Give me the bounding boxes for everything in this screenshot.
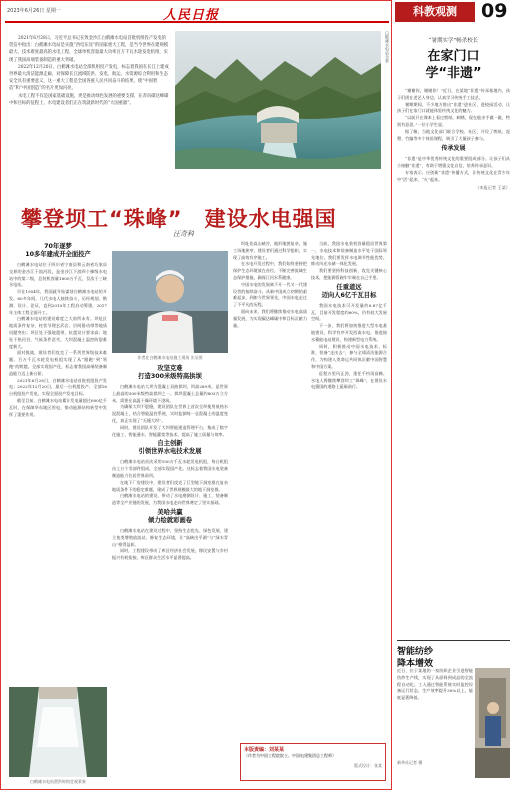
paragraph: 白鹤滩水电站在建设过程中，坚持生态优先、绿色发展，建立鱼类增殖放流站，修复生态环境，让“高峡出平湖”与“绿水青山”相得益彰。 (112, 527, 228, 547)
editor-info-box (240, 743, 386, 781)
paragraph: “以前只在课本上看过剪纸、刺绣，现在能亲手做一做，特别有意思。”一位小学生说。 (397, 115, 510, 127)
masthead (5, 3, 389, 23)
section-header (395, 2, 512, 24)
newspaper-logo: 人民日报 (163, 8, 220, 23)
subheading: 任重道远 迈向人6亿千瓦目标 (321, 283, 377, 299)
paragraph: 2021年6月28日，白鹤滩水电站首批机组投产发电；2022年12月20日，最后一台机组投产，全部16台机组投产发电，实现全面投产发电目标。 (9, 377, 107, 397)
article-column-4 (311, 241, 387, 741)
portrait-illustration (112, 251, 228, 353)
paragraph: 下一步，我们将加快推进大型水电基地建设，科学有序开发西南水电，推进抽水蓄能电站建设，构建新型电力系统。 (311, 323, 387, 342)
spillway-photo (9, 687, 107, 777)
side-bottom-headline: 智能纺纱 降本增效 (397, 640, 510, 670)
paragraph: 白鹤滩水电站的建设难度之大前所未有。坝址区地质条件复杂，柱状节理玄武岩、层间错动带等地质问题突出；坝区处于强地震带，抗震设计要求高；地处干热河谷，气候条件恶劣，大坝混凝土温控防裂难度极大。 (9, 316, 107, 349)
editor-line: 本版责编：刘某某 (244, 747, 285, 753)
intro-paragraph: 2022年12月20日，白鹤滩水电站全部机组投产发电，标志着我国在长江上建成世界最大清洁能源走廊，对保障长江流域防洪、发电、航运、水资源综合利用和生态安全具有重要意义，这一重大工程是全国各族人民共同奋斗的结果，使“中国智造”和“中国创造”的名片更加闪亮。 (9, 64, 169, 92)
paragraph: “谢谢你，谢谢你！”近日，在某地“非遗”传承基地内，孩子们围在老艺人身边，认真学习传统手工技艺。 (397, 88, 510, 100)
spillway-illustration (9, 687, 107, 777)
factory-worker-photo (475, 668, 510, 778)
article-column-3 (233, 241, 307, 741)
paragraph: 中国水电的发展离不开一代又一代建设者的接续奋斗。从新中国成立初期的艰难起步，到如今世界领先，中国水电走过了不平凡的历程。 (233, 281, 307, 308)
intro-paragraph: 2021年6月28日，习近平总书记在致金沙江白鹤滩水电站首批机组投产发电的贺信中指出：白鹤滩水电站是实施“西电东送”的国家重大工程，是当今世界在建规模最大、技术难度最高的水电工程，全球单机容量最大功率百万千瓦水轮发电机组，实现了我国高端装备制造的重大突破。 (9, 36, 169, 63)
paragraph: 我们要坚持科技创新，攻克关键核心技术，把能源饭碗牢牢端在自己手里。 (311, 268, 387, 280)
subheading: 传承发展 (441, 145, 466, 153)
article-column-2 (112, 363, 228, 783)
paragraph: 我国水电技术可开发量约6.87亿千瓦，目前开发程度约60%，仍有较大发展空间。 (311, 302, 387, 322)
subheading: 自主创新 引领世界水电技术发展 (138, 440, 202, 456)
subheading: 美哈共赢 倾力绘就彩画卷 (147, 508, 193, 524)
article-column-1 (9, 241, 107, 683)
headline: 攀登坝工“珠峰” 建设水电强国 (21, 207, 337, 231)
dam-panorama-photo (175, 31, 381, 169)
photo-credit: 张某摄 (190, 355, 203, 360)
paragraph: 截至目前，白鹤滩水电站累计发电量超过600亿千瓦时，在保障华东地区用电、推动能源结构转型中发挥了重要作用。 (9, 397, 107, 417)
paragraph: 为确保大坝不裂缝，建设团队在世界上首次全坝使用低热水泥混凝土，结合智能温控系统，实时监测每一仓混凝土的温度变化，真正实现了“无缝大坝”。 (112, 404, 228, 423)
subheading: 攻坚克难 打造300米级特高拱坝 (138, 365, 202, 380)
side-column (395, 0, 512, 790)
paragraph: 白鹤滩水电站位于四川省宁南县和云南省巧家县交界的金沙江干流河段，是金沙江下游四个梯级水电站中的第二级，总装机容量1600万千瓦，仅次于三峡水电站。 (9, 262, 107, 288)
paragraph: 面向未来，我们将继续推动水电高质量发展，为实现碳达峰碳中和目标贡献力量。 (233, 308, 307, 328)
intro-paragraph: 水电工程不仅是国家基础设施，更是推动绿色发展的重要支撑，在奔向碳达峰碳中和目标的征程上，水电建设者们正在筑就新时代的“大国重器”。 (9, 93, 169, 106)
paragraph: 同时，建设团队开发了大坝智能建造管理平台，集成了数字化施工、智能通水、智能灌浆等技术，提高了施工质量与效率。 (112, 424, 228, 437)
side-kicker: “暑期实学”畅杀校长 (428, 38, 479, 44)
paragraph: 当前，我国水电装机容量稳居世界第一，水电技术和装备制造水平处于国际领先地位。我们要发挥水电调节性能优势，推动风光水储一体化发展。 (311, 241, 387, 267)
bottom-photo-caption: 白鹤滩水电站泄洪时的壮观景象 (30, 779, 86, 784)
paragraph: “非遗”是中华优秀传统文化的重要组成部分。让孩子们从小接触“非遗”，有助于增强文化自信，培养传承意识。 (397, 156, 510, 168)
side-bottom-caption: 新华社记者 摄 (397, 760, 423, 765)
paragraph: 面对挑战，建设者们攻克了一系列世界级技术难题。百万千瓦水轮发电机组实现了从“跟跑”到“领跑”的跨越，全部实现国产化，标志着我国高端装备制造能力迈上新台阶。 (9, 350, 107, 376)
paragraph: 在水电开发过程中，我们始终坚持把保护生态环境放在首位，不断完善流域生态保护措施，确保江河水系健康。 (233, 261, 307, 280)
paragraph: 早在1954年，我国就开始谋划白鹤滩水电站的开发。60多年间，几代水电人接续奋斗，历经规划、勘测、设计、论证，直到2010年工程启动筹建，2017年主体工程全面开工。 (9, 289, 107, 315)
factory-illustration (475, 668, 510, 778)
side-bottom-text: 近日，位于某地的一家纺织企业引进智能纺纱生产线，实现了从原料到成品的全流程自动化。工人通过智能系统实时监控设备运行状态，生产效率提升30%以上，能耗显著降低。 (397, 668, 473, 701)
paragraph: 同时，工程建设带动了库区经济社会发展，移民安置与乡村振兴有机衔接，库区群众生活水平显著提高。 (112, 548, 228, 561)
side-author: （本报记者 王某） (475, 185, 510, 191)
paragraph: 暑期期间，不少地方推出“非遗”进社区、进校园活动，让孩子们在家门口就能体验传统文化的魅力。 (397, 101, 510, 114)
paragraph: 坝址处高山峡谷，地形地貌复杂，施工场地狭窄，建设者们通过科学组织，实现了高效有序施工。 (233, 241, 307, 260)
intro-text (9, 35, 169, 107)
paragraph: 白鹤滩水电站首次采用100万千瓦水轮发电机组，每台机组由上万个零部件组成，全部实现国产化。这标志着我国水电装备制造能力位居世界前列。 (112, 459, 228, 478)
paragraph: 据了解，当地文化部门联合学校、社区，开设了剪纸、泥塑、竹编等多个体验课程，吸引了大量孩子参与。 (397, 128, 510, 141)
page-number: 09 (481, 0, 508, 22)
issue-date: 2023年6月26日 星期一 (7, 8, 61, 14)
top-photo-caption: 白鹤滩水电站全景 (385, 31, 390, 63)
portrait-caption (112, 355, 228, 361)
paragraph: 白鹤滩水电站的建设，带动了水电勘测设计、施工、装备制造等全产业链的发展，为我国水电走向世界奠定了坚实基础。 (112, 493, 228, 506)
author-note: （作者为中国工程院院士、中国电建集团总工程师） (244, 753, 336, 758)
side-headline: 在家门口 学“非遗” (425, 49, 482, 81)
byline: 汪奇科 (173, 230, 194, 238)
dam-landscape-illustration (175, 31, 381, 169)
paragraph: 征程万里风正劲，重任千钧再奋蹄。水电人将继续攀登坝工“珠峰”，在建设水电强国的道路上砥砺前行。 (311, 370, 387, 390)
side-article (397, 36, 510, 192)
paragraph: 专家表示，应创新“非遗”传播方式，让传统文化在青少年中“活”起来、“火”起来。 (397, 169, 510, 182)
subheading: 70年逐梦 10多年建成开全面投产 (25, 243, 91, 258)
author-portrait-photo (112, 251, 228, 353)
section-title: 科教观测 (395, 2, 475, 22)
paragraph: 白鹤滩水电站大坝为混凝土双曲拱坝，坝高289米，是世界上最高的300米级特高拱坝之一。拱坝混凝土总量约803万立方米，需要在高温干燥环境下浇筑。 (112, 384, 228, 403)
caption-text: 作者在白鹤滩水电站施工现场 (137, 355, 190, 360)
design-credit: 版式设计：张某 (354, 763, 382, 768)
paragraph: 同时，积极推动中国水电技术、标准、装备“走出去”，参与全球清洁能源合作，为构建人类命运共同体贡献中国智慧和中国方案。 (311, 343, 387, 369)
paragraph: 在地下厂房建设中，建设者们攻克了巨型地下洞室群在复杂地质条件下的稳定难题，建成了世界规模最大的地下洞室群。 (112, 479, 228, 492)
side-body-text (397, 88, 510, 192)
